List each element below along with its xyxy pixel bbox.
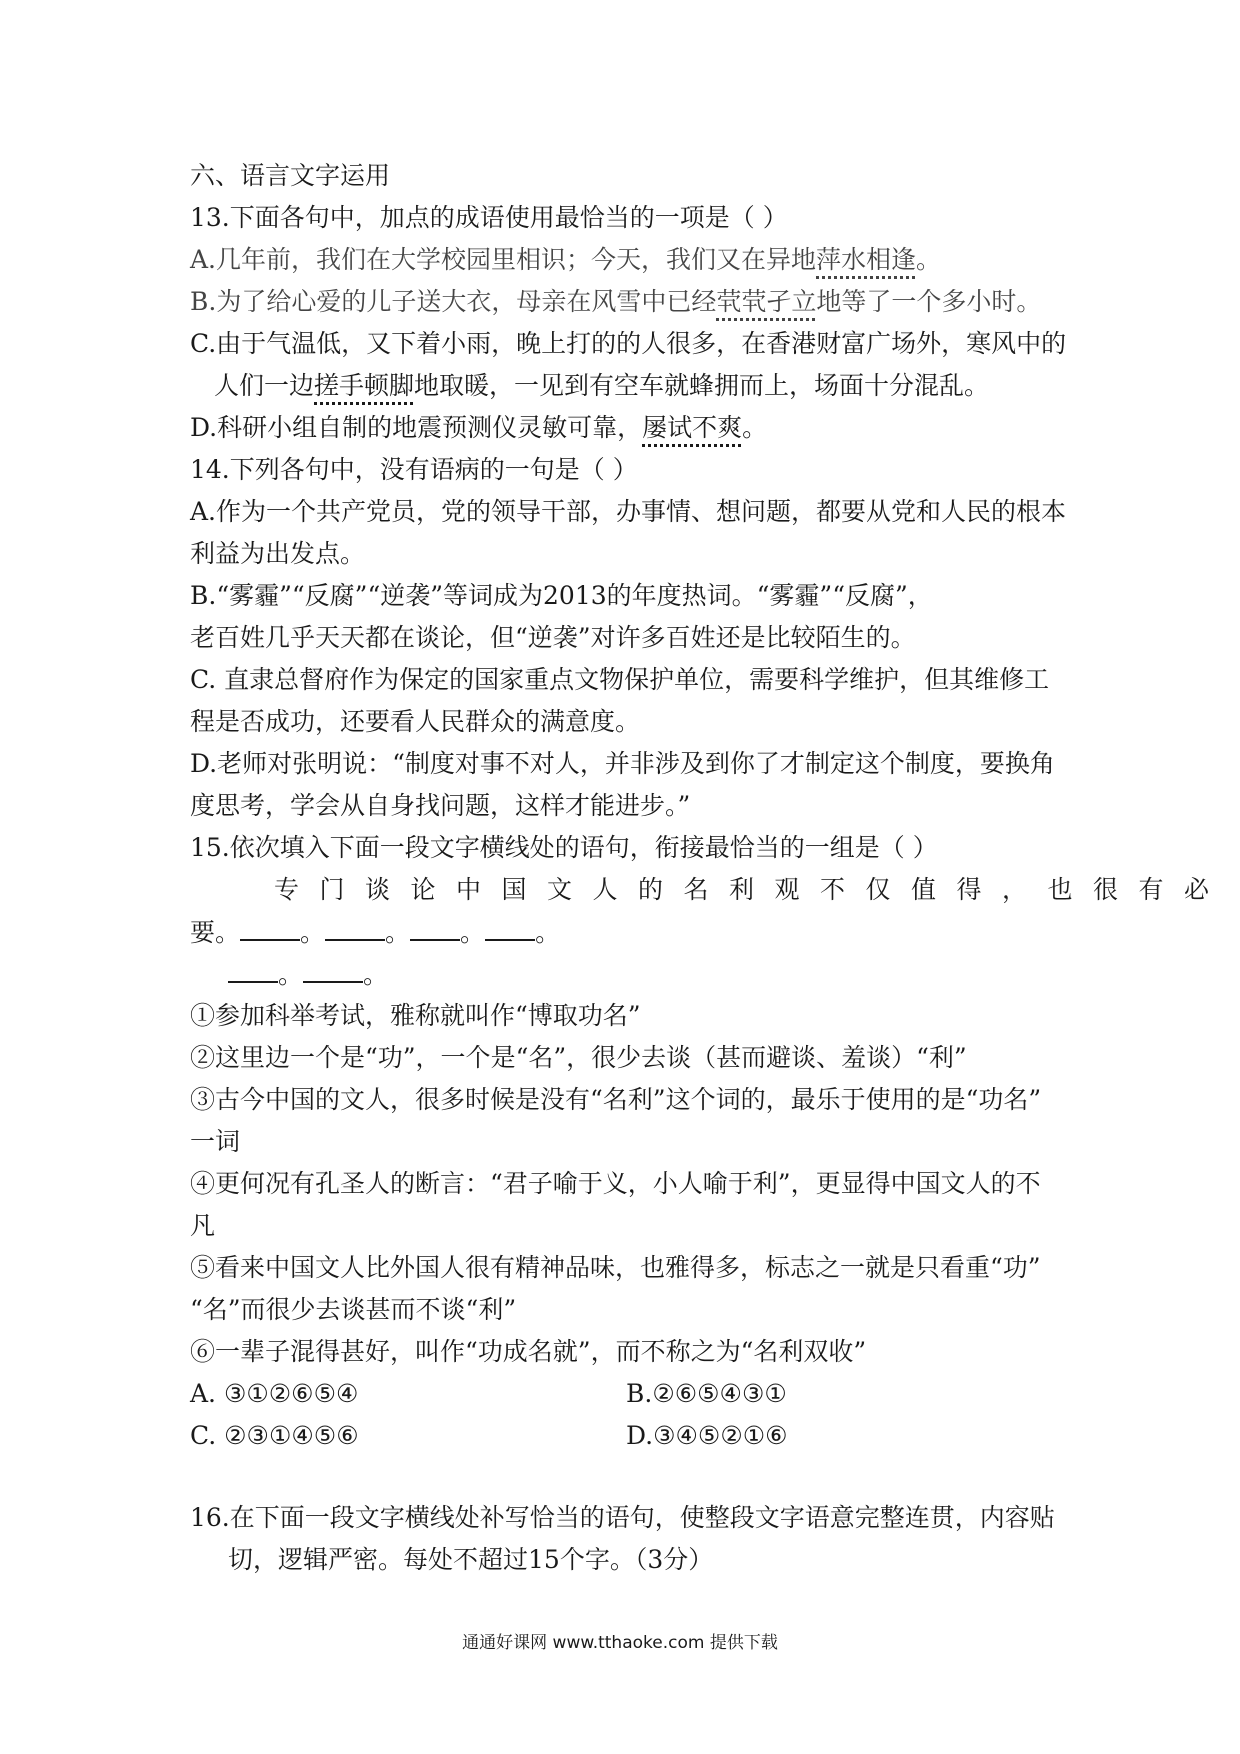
q14-option-a-line2: 利益为出发点。	[190, 539, 366, 568]
q15-passage-start: 要。	[190, 918, 241, 947]
q15-stem: 15.依次填入下面一段文字横线处的语句，衔接最恰当的一组是（ ）	[190, 833, 938, 862]
q15-option-d: D.③④⑤②①⑥	[626, 1421, 788, 1450]
blank-5[interactable]	[228, 959, 278, 983]
q15-sentence-3-line2: 一词	[190, 1127, 241, 1156]
page-footer: 通通好课网 www.tthaoke.com 提供下载	[462, 1633, 778, 1653]
q13-option-c-line1: C.由于气温低，又下着小雨，晚上打的的人很多，在香港财富广场外，寒风中的	[190, 329, 1067, 358]
blank-3-period: 。	[460, 918, 486, 947]
q14-option-b-line2: 老百姓几乎天天都在谈论，但“逆袭”对许多百姓还是比较陌生的。	[190, 623, 916, 652]
q15-passage-line2	[190, 917, 560, 948]
q13-option-a-idiom: 萍水相逢	[816, 245, 917, 274]
q15-option-c: C. ②③①④⑤⑥	[190, 1421, 359, 1450]
q13-option-b-end: 地等了一个多小时。	[816, 287, 1042, 316]
q14-option-d-line2: 度思考，学会从自身找问题，这样才能进步。”	[190, 791, 691, 820]
section-title: 六、语言文字运用	[190, 161, 391, 190]
q15-sentence-3-line1: ③古今中国的文人，很多时候是没有“名利”这个词的，最乐于使用的是“功名”	[190, 1085, 1042, 1114]
q15-passage-line3	[228, 959, 388, 990]
q14-option-b-line1: B.“雾霾”“反腐”“逆袭”等词成为2013的年度热词。“雾霾”“反腐”，	[190, 581, 933, 610]
blank-1[interactable]	[240, 917, 300, 941]
blank-2-period: 。	[385, 918, 411, 947]
q13-option-a-text: A.几年前，我们在大学校园里相识；今天，我们又在异地	[190, 245, 817, 274]
q13-option-b	[190, 287, 1041, 317]
q15-passage-line1: 专门谈论中国文人的名利观不仅值得，也很有必	[274, 875, 1230, 904]
q15-option-a: A. ③①②⑥⑤④	[190, 1379, 359, 1408]
blank-4-period: 。	[535, 918, 561, 947]
q13-stem: 13.下面各句中，加点的成语使用最恰当的一项是（ ）	[190, 203, 788, 232]
q13-option-d-end: 。	[742, 413, 768, 442]
blank-2[interactable]	[325, 917, 385, 941]
q14-option-c-line2: 程是否成功，还要看人民群众的满意度。	[190, 707, 641, 736]
q14-option-a-line1: A.作为一个共产党员，党的领导干部，办事情、想问题，都要从党和人民的根本	[190, 497, 1067, 526]
blank-5-period: 。	[278, 960, 304, 989]
blank-6-period: 。	[363, 960, 389, 989]
q16-stem-line1: 16.在下面一段文字横线处补写恰当的语句，使整段文字语意完整连贯，内容贴	[190, 1503, 1055, 1532]
q13-option-c-idiom: 搓手顿脚	[314, 371, 415, 400]
q15-sentence-5-line1: ⑤看来中国文人比外国人很有精神品味，也雅得多，标志之一就是只看重“功”	[190, 1253, 1041, 1282]
q15-sentence-4-line2: 凡	[190, 1211, 216, 1240]
blank-1-period: 。	[300, 918, 326, 947]
q13-option-b-idiom: 茕茕孑立	[716, 287, 817, 316]
q13-option-c-end: 地取暖，一见到有空车就蜂拥而上，场面十分混乱。	[414, 371, 990, 400]
q16-stem-line2: 切，逻辑严密。每处不超过15个字。（3分）	[228, 1545, 714, 1574]
q13-option-d-idiom: 屡试不爽	[642, 413, 743, 442]
q14-option-d-line1: D.老师对张明说：“制度对事不对人，并非涉及到你了才制定这个制度，要换角	[190, 749, 1055, 778]
blank-4[interactable]	[485, 917, 535, 941]
q13-option-a	[190, 245, 941, 275]
q15-sentence-5-line2: “名”而很少去谈甚而不谈“利”	[190, 1295, 517, 1324]
q13-option-a-end: 。	[916, 245, 942, 274]
blank-3[interactable]	[410, 917, 460, 941]
q13-option-b-text: B.为了给心爱的儿子送大衣，母亲在风雪中已经	[190, 287, 717, 316]
q13-option-c-text: 人们一边	[214, 371, 315, 400]
q13-option-c-line2	[214, 371, 989, 401]
q15-sentence-4-line1: ④更何况有孔圣人的断言：“君子喻于义，小人喻于利”，更显得中国文人的不	[190, 1169, 1041, 1198]
q15-sentence-1: ①参加科举考试，雅称就叫作“博取功名”	[190, 1001, 641, 1030]
q15-sentence-6: ⑥一辈子混得甚好，叫作“功成名就”，而不称之为“名利双收”	[190, 1337, 867, 1366]
q15-option-b: B.②⑥⑤④③①	[626, 1379, 787, 1408]
q13-option-d	[190, 413, 767, 443]
q15-sentence-2: ②这里边一个是“功”，一个是“名”，很少去谈（甚而避谈、羞谈）“利”	[190, 1043, 967, 1072]
q14-stem: 14.下列各句中，没有语病的一句是（ ）	[190, 455, 638, 484]
q13-option-d-text: D.科研小组自制的地震预测仪灵敏可靠，	[190, 413, 643, 442]
blank-6[interactable]	[303, 959, 363, 983]
q14-option-c-line1: C. 直隶总督府作为保定的国家重点文物保护单位，需要科学维护，但其维修工	[190, 665, 1050, 694]
